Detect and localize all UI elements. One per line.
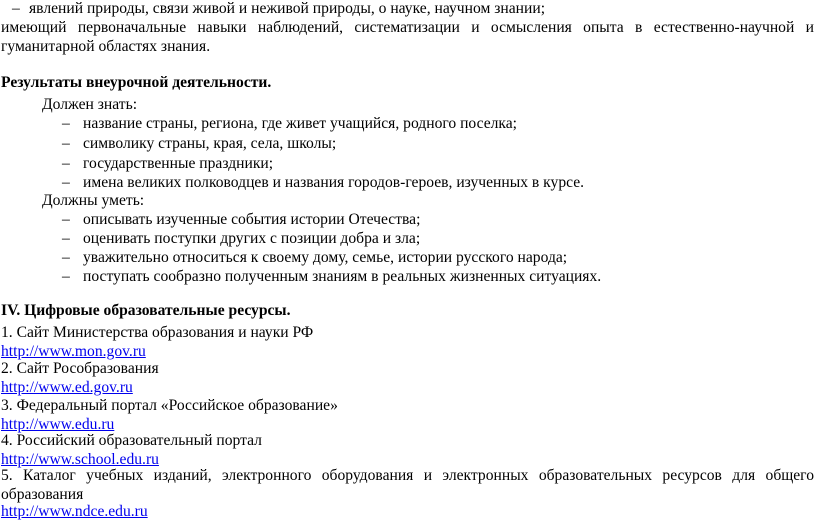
dash-marker: – [62, 268, 70, 285]
resource-link[interactable]: http://www.edu.ru [1, 416, 115, 433]
can-item-text: поступать сообразно полученным знаниям в реальных жизненных ситуациях. [83, 268, 602, 285]
dash-marker: – [62, 155, 70, 172]
dash-marker: – [62, 115, 70, 132]
resource-title: 4. Российский образовательный портал [1, 432, 262, 449]
know-label: Должен знать: [42, 96, 138, 113]
can-item-text: описывать изученные события истории Отечества; [83, 211, 421, 228]
intro-paragraph-line2: гуманитарной областях знания. [1, 38, 211, 55]
dash-marker: – [62, 174, 70, 191]
dash-marker: – [62, 211, 70, 228]
resource-link[interactable]: http://www.ed.gov.ru [1, 379, 133, 396]
resource-title: 1. Сайт Министерства образования и науки РФ [1, 324, 314, 341]
dash-marker: – [12, 0, 20, 17]
resource-link[interactable]: http://www.ndce.edu.ru [1, 503, 148, 520]
resources-heading: IV. Цифровые образовательные ресурсы. [1, 302, 291, 319]
dash-marker: – [62, 230, 70, 247]
intro-paragraph-line1: имеющий первоначальные навыки наблюдений, систематизации и осмысления опыта в естественно-научной и [1, 19, 814, 36]
results-heading: Результаты внеурочной деятельности. [1, 74, 272, 91]
know-item-text: символику страны, края, села, школы; [83, 135, 337, 152]
know-item-text: имена великих полководцев и названия городов-героев, изученных в курсе. [83, 174, 585, 191]
resource-title: 3. Федеральный портал «Российское образование» [1, 397, 338, 414]
can-label: Должны уметь: [42, 192, 145, 209]
resource-link[interactable]: http://www.mon.gov.ru [1, 343, 146, 360]
know-item-text: название страны, региона, где живет учащийся, родного поселка; [83, 115, 518, 132]
resource-link[interactable]: http://www.school.edu.ru [1, 451, 159, 468]
resource-title-cont: образования [1, 486, 84, 503]
intro-bullet-text: явлений природы, связи живой и неживой природы, о науке, научном знании; [29, 0, 546, 17]
know-item-text: государственные праздники; [83, 155, 274, 172]
dash-marker: – [62, 249, 70, 266]
dash-marker: – [62, 135, 70, 152]
can-item-text: уважительно относиться к своему дому, семье, истории русского народа; [83, 249, 568, 266]
resource-title: 5. Каталог учебных изданий, электронного оборудования и электронных образовательных ресурсов для общего [1, 467, 814, 484]
can-item-text: оценивать поступки других с позиции добра и зла; [83, 230, 421, 247]
resource-title: 2. Сайт Рособразования [1, 360, 159, 377]
